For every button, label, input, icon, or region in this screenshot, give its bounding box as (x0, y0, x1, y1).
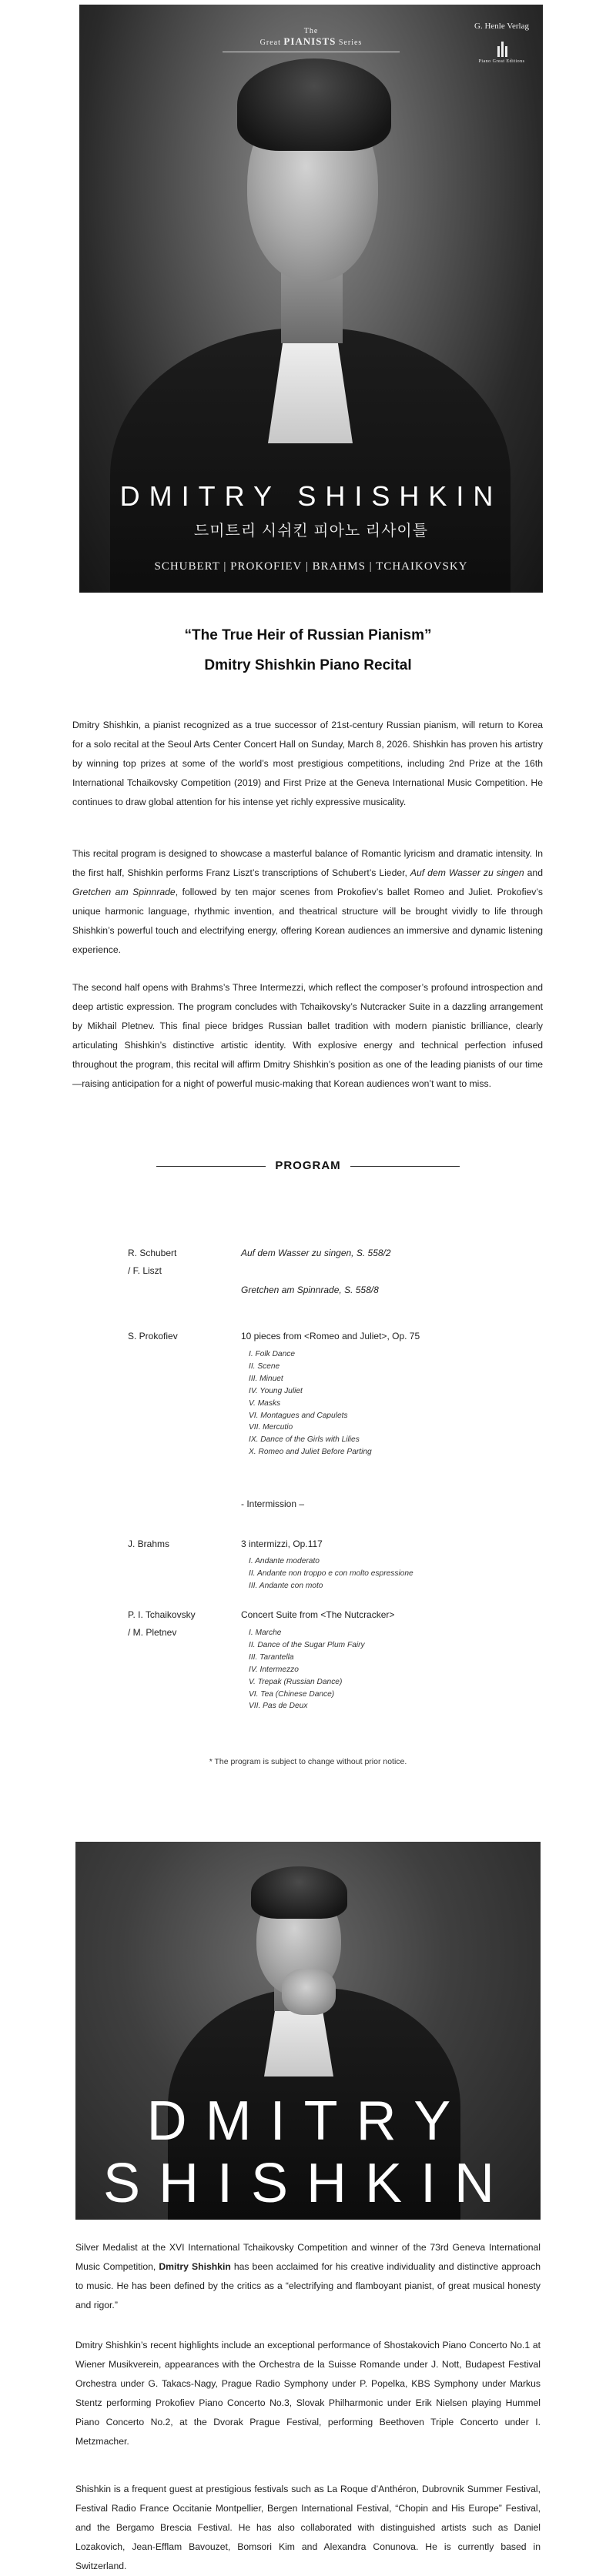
program-movement: V. Trepak (Russian Dance) (249, 1677, 343, 1686)
program-work-brahms: 3 intermizzi, Op.117 (241, 1539, 323, 1549)
program-movement: III. Minuet (249, 1374, 283, 1383)
program-movement: III. Tarantella (249, 1652, 294, 1662)
series-the: The (303, 27, 319, 35)
bio-paragraph-1: Silver Medalist at the XVI International Tchaikovsky Competition and winner of the 73rd Geneva International Music Competition, Dmitry Shishkin has been acclaimed for his creative individuality and distinctive approach to music. He has been defined by the critics as a “electrifying and flamboyant pianist, of great musical honesty and rigor.” (75, 2242, 541, 2311)
program-composer-schubert: R. Schubert / F. Liszt (128, 1248, 177, 1276)
program-work-tchaikovsky: Concert Suite from <The Nutcracker> (241, 1609, 395, 1620)
recital-tagline: “The True Heir of Russian Pianism” (184, 627, 432, 643)
program-composer-brahms: J. Brahms (128, 1539, 170, 1549)
program-movements-prokofiev (249, 1348, 495, 1458)
photo-name-line-1: DMITRY (146, 2090, 470, 2152)
program-movement: II. Scene (249, 1362, 280, 1371)
poster-name: DMITRY SHISHKIN (119, 480, 503, 512)
recital-poster (79, 5, 543, 593)
program-movement: III. Andante con moto (249, 1581, 323, 1590)
program-work-schubert-1: Auf dem Wasser zu singen, S. 558/2 (241, 1248, 391, 1258)
program-movement: I. Andante moderato (249, 1557, 320, 1565)
program-rule-right (350, 1166, 460, 1167)
program-movement: I. Marche (249, 1629, 282, 1637)
program-movements-tchaikovsky (249, 1627, 495, 1712)
poster-composers: SCHUBERT | PROKOFIEV | BRAHMS | TCHAIKOVSKY (154, 560, 468, 573)
publisher-subtitle: Piano Great Editions (478, 59, 525, 64)
artist-photo (75, 1842, 541, 2220)
program-intermission: - Intermission – (241, 1498, 305, 1509)
bio-paragraph-3: Shishkin is a frequent guest at prestigious festivals such as La Roque d’Anthéron, Dubrovnik Summer Festival, Festival Radio France Occitanie Montpellier, Bergen International Festival, “Chopin and His Europe” Festival, and the Bergamo Brescia Festival. He has also collaborated with distinguished artists such as Daniel Lozakovich, Jean-Efflam Bavouzet, Bomsori Kim and Alexandra Conunova. He is currently based in Switzerland. (75, 2484, 541, 2572)
series-word: Series (338, 38, 363, 47)
series-great: Great (259, 38, 281, 47)
program-heading: PROGRAM (0, 1159, 616, 1172)
intro-paragraph-2: This recital program is designed to showcase a masterful balance of Romantic lyricism and dramatic intensity. In the first half, Shishkin performs Franz Liszt’s transcriptions of Schubert’s Lieder, Auf dem Wasser zu singen and Gretchen am Spinnrade, followed by ten major scenes from Prokofiev’s ballet Romeo and Juliet. Prokofiev’s unique harmonic language, rhythmic invention, and theatrical structure will be brought vividly to life through Shishkin’s powerful touch and electrifying energy, offering Korean audiences an immersive and dynamic listening experience. (72, 848, 543, 956)
program-note: * The program is subject to change without prior notice. (209, 1757, 407, 1766)
program-movement: II. Andante non troppo e con molto espressione (249, 1569, 413, 1578)
program-movement: VII. Pas de Deux (249, 1702, 308, 1711)
program-work-prokofiev: 10 pieces from <Romeo and Juliet>, Op. 75 (241, 1331, 420, 1341)
program-list (128, 1245, 490, 1752)
program-composer-tchaikovsky: P. I. Tchaikovsky / M. Pletnev (128, 1609, 196, 1638)
program-movement: IV. Young Juliet (249, 1386, 303, 1395)
program-movement: I. Folk Dance (249, 1350, 296, 1358)
program-movement: X. Romeo and Juliet Before Parting (249, 1448, 372, 1457)
publisher-name: G. Henle Verlag (474, 22, 529, 31)
poster-name-korean: 드미트리 시쉬킨 피아노 리사이틀 (193, 523, 429, 540)
program-movement: VI. Montagues and Capulets (249, 1411, 348, 1420)
bio-paragraph-2: Dmitry Shishkin’s recent highlights include an exceptional performance of Shostakovich Piano Concerto No.1 at Wiener Musikverein, appearances with the Orchestra de la Suisse Romande under J. Nott, Budapest Festival Orchestra under G. Takacs-Nagy, Prague Radio Symphony under P. Popelka, KBS Symphony under Markus Stentz performing Prokofiev Piano Concerto No.3, Slovak Philharmonic under Erik Nielsen playing Hummel Piano Concerto No.2, at the Dvorak Prague Festival, performing Beethoven Triple Concerto under I. Metzmacher. (75, 2340, 541, 2447)
program-movements-brahms (249, 1555, 495, 1592)
photo-name-line-2: SHISHKIN (102, 2153, 514, 2214)
program-rule-left (156, 1166, 266, 1167)
intro-paragraph-3: The second half opens with Brahms’s Three Intermezzi, which reflect the composer’s profound introspection and deep artistic expression. The program concludes with Tchaikovsky’s Nutcracker Suite in a dazzling arrangement by Mikhail Pletnev. This final piece bridges Russian ballet tradition with modern pianistic brilliance, clearly articulating Shishkin’s distinctive artistic identity. With explosive energy and technical perfection infused throughout the program, this recital will affirm Dmitry Shishkin’s position as one of the leading pianists of our time—raising anticipation for a night of powerful music-making that Korean audiences won’t want to miss. (72, 982, 543, 1090)
program-composer-prokofiev: S. Prokofiev (128, 1331, 178, 1341)
program-movement: VI. Tea (Chinese Dance) (249, 1689, 335, 1699)
program-movement: IV. Intermezzo (249, 1665, 299, 1674)
program-movement: VII. Mercutio (249, 1423, 293, 1432)
program-work-schubert-2: Gretchen am Spinnrade, S. 558/8 (241, 1285, 379, 1295)
series-pianists: PIANISTS (283, 35, 336, 47)
program-movement: IX. Dance of the Girls with Lilies (249, 1435, 360, 1445)
program-movement: II. Dance of the Sugar Plum Fairy (249, 1640, 365, 1649)
recital-title: Dmitry Shishkin Piano Recital (204, 657, 412, 673)
program-movement: V. Masks (249, 1398, 281, 1408)
intro-paragraph-1: Dmitry Shishkin, a pianist recognized as a true successor of 21st-century Russian pianism, will return to Korea for a solo recital at the Seoul Arts Center Concert Hall on Sunday, March 8, 2026. Shishkin has proven his artistry by winning top prizes at some of the world’s most prestigious competitions, including 2nd Prize at the 16th International Tchaikovsky Competition (2019) and First Prize at the Geneva International Music Competition. He continues to draw global attention for his intense yet richly expressive musicality. (72, 720, 543, 808)
